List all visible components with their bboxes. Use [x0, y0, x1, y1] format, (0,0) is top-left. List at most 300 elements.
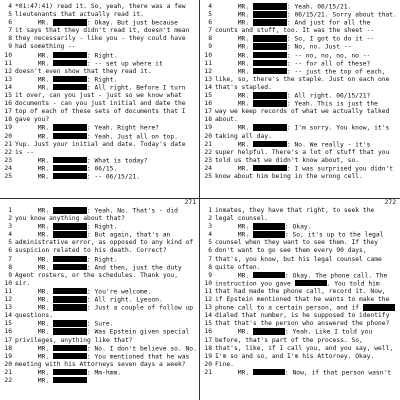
line-text	[215, 353, 399, 361]
line-number: 14	[204, 312, 212, 320]
line-text	[215, 231, 399, 239]
transcript-line	[0, 141, 199, 149]
line-text-pre: MR.	[215, 223, 253, 231]
line-text	[15, 84, 199, 92]
transcript-line	[0, 35, 199, 43]
line-text-post: : Yeah. This is just the	[286, 100, 378, 108]
line-text-pre: documents - can you just initial and date the	[15, 100, 186, 108]
line-text-post: : -- 06/15/21.	[86, 173, 140, 181]
line-text-post: : 06/15.	[86, 165, 118, 173]
line-text	[215, 272, 399, 280]
transcript-panel-top-left	[0, 0, 199, 198]
line-number: 14	[204, 83, 212, 91]
line-text-post: : Yeah. No. That's - did	[86, 207, 178, 215]
redaction-bar	[53, 124, 87, 131]
line-text	[15, 76, 199, 84]
line-text-pre: MR.	[215, 141, 253, 149]
line-text	[15, 345, 199, 353]
line-text	[215, 108, 399, 116]
line-text-pre: MR.	[215, 19, 253, 27]
line-number: 21	[204, 368, 212, 376]
line-text-post: : Yeah. Just all on top.	[86, 133, 178, 140]
line-text	[215, 76, 399, 84]
transcript-line	[0, 223, 199, 231]
line-number: 19	[4, 124, 12, 132]
transcript-line	[200, 173, 399, 181]
line-text	[215, 3, 399, 11]
line-text-pre: MR.	[215, 231, 253, 239]
transcript-line	[200, 35, 399, 43]
line-text-pre: MR.	[15, 76, 53, 84]
transcript-line	[200, 100, 399, 108]
line-text-post: : I was surprised you didn't	[286, 165, 394, 173]
line-text-pre: MR.	[215, 92, 253, 100]
line-text	[15, 312, 199, 320]
line-text	[215, 361, 399, 369]
line-text-post: : -- no, no, no, no --	[286, 52, 371, 60]
transcript-line	[200, 215, 399, 223]
line-text	[15, 165, 199, 173]
line-text-pre: MR.	[15, 304, 53, 312]
line-text-pre: had something --	[15, 43, 76, 51]
transcript-line	[0, 345, 199, 353]
line-number: 6	[208, 19, 212, 27]
line-number: 14	[4, 312, 12, 320]
line-number: 15	[204, 92, 212, 100]
line-number: 18	[4, 116, 12, 124]
line-text-pre: dialed that number, is he supposed to identify	[215, 312, 390, 320]
line-text-post: : Now, if that person wasn't	[284, 369, 392, 377]
line-number: 9	[8, 43, 12, 51]
line-number: 8	[8, 35, 12, 43]
line-text	[15, 231, 199, 239]
redaction-bar	[53, 60, 87, 67]
line-text	[15, 215, 199, 223]
line-text-post: : And just for all the	[286, 19, 371, 27]
line-number: 10	[204, 51, 212, 59]
line-number: 10	[4, 51, 12, 59]
line-number: 11	[204, 59, 212, 67]
line-text-pre: MR.	[215, 100, 253, 108]
redaction-bar	[53, 52, 87, 59]
line-text-post: : Yeah. Like I told you	[284, 328, 373, 336]
transcript-line	[200, 312, 399, 320]
line-text	[15, 207, 199, 215]
line-text	[15, 11, 199, 19]
line-text	[215, 60, 399, 68]
line-number: 8	[208, 263, 212, 271]
line-text-pre: is --	[15, 148, 34, 156]
line-text-post: : No. We really - it's	[286, 141, 371, 149]
redaction-bar	[253, 231, 285, 238]
line-number: 5	[8, 11, 12, 19]
line-text-post: : 06/15/21. Sorry about that.	[286, 11, 397, 19]
redaction-bar	[253, 328, 285, 335]
redaction-bar	[53, 173, 87, 180]
transcript-line	[0, 133, 199, 141]
line-number: 2	[8, 215, 12, 223]
line-text	[215, 27, 399, 35]
line-number: 17	[4, 108, 12, 116]
line-number: 10	[204, 279, 212, 287]
transcript-line	[200, 247, 399, 255]
line-text-post: : Right.	[86, 76, 118, 84]
line-text-pre: *01:47:41) read it. So, yeah, there was a few	[15, 3, 186, 10]
line-text-pre: counsel when they want to see them. If they	[215, 239, 379, 247]
transcript-line	[200, 304, 399, 312]
line-text-post: . You told him	[326, 280, 380, 288]
line-text	[215, 173, 399, 181]
line-text	[215, 337, 399, 345]
line-text-post: : Mm-hmm.	[86, 369, 122, 377]
line-text	[215, 328, 399, 336]
line-text-post: : Sure.	[86, 320, 114, 328]
transcript-line	[0, 280, 199, 288]
line-text-pre: MR.	[215, 68, 253, 76]
transcript-panel-top-right	[200, 0, 399, 198]
line-text-post: : Okay. The phone call. The	[284, 272, 388, 280]
line-text-post: : -- just the top of each,	[286, 68, 386, 76]
transcript-line	[0, 27, 199, 35]
line-text-pre: told us that we didn't know about, so.	[215, 156, 360, 164]
line-text-pre: before, that's part of the process. So,	[215, 336, 363, 344]
line-number: 25	[204, 172, 212, 180]
line-text-pre: legal counsel.	[215, 215, 269, 223]
transcript-line	[0, 328, 199, 336]
line-text-pre: I'm so and so, and I'm his Attorney. Okay.	[215, 352, 375, 360]
transcript-line	[0, 353, 199, 361]
line-text	[15, 280, 199, 288]
line-number: 12	[4, 296, 12, 304]
line-text-pre: that's, you know, but his legal counsel came	[215, 255, 382, 263]
transcript-line	[200, 361, 399, 369]
line-text	[15, 377, 199, 385]
line-text-pre: MR.	[15, 328, 53, 336]
line-text	[215, 304, 399, 312]
line-text	[15, 361, 199, 369]
transcript-line	[0, 3, 199, 11]
line-number: 25	[4, 172, 12, 180]
transcript-line	[0, 76, 199, 84]
line-text-post: : All right. 06/15/21?	[286, 92, 371, 100]
transcript-line	[200, 165, 399, 173]
line-text-pre: way we keep records of what we actually talked	[215, 108, 390, 116]
redaction-bar	[253, 19, 287, 26]
line-number: 20	[204, 132, 212, 140]
line-text	[215, 141, 399, 149]
line-text	[15, 272, 199, 280]
line-number: 9	[8, 271, 12, 279]
line-text-pre: Agent rosters, or the schedules. Thank you,	[15, 271, 179, 279]
transcript-line	[0, 116, 199, 124]
transcript-line	[200, 288, 399, 296]
line-text	[215, 157, 399, 165]
line-text-post: : So, I got to do it --	[286, 35, 375, 43]
transcript-line	[0, 60, 199, 68]
line-text	[15, 133, 199, 141]
redaction-bar	[253, 124, 287, 131]
line-text	[15, 320, 199, 328]
transcript-line	[0, 11, 199, 19]
line-text	[15, 288, 199, 296]
transcript-line	[200, 27, 399, 35]
redaction-bar	[253, 35, 287, 42]
transcript-line	[0, 320, 199, 328]
transcript-line	[200, 68, 399, 76]
line-text-pre: MR.	[15, 288, 53, 296]
redaction-bar	[53, 165, 87, 172]
line-text-pre: meeting with his Attorneys seven days a week?	[15, 360, 186, 368]
line-number: 1	[8, 207, 12, 214]
line-number: 6	[8, 247, 12, 255]
transcript-line	[0, 52, 199, 60]
transcript-line	[200, 11, 399, 19]
transcript-line	[200, 141, 399, 149]
redaction-bar	[53, 377, 87, 384]
line-text-pre: Fine.	[215, 360, 234, 368]
line-text-post: : No. I don't believe so. No.	[86, 345, 197, 353]
redaction-bar	[53, 76, 87, 83]
line-text	[215, 312, 399, 320]
line-text-pre: MR.	[215, 3, 253, 11]
line-text	[215, 92, 399, 100]
line-text-pre: you know anything about that?	[15, 215, 125, 223]
line-number: 20	[204, 360, 212, 368]
line-number: 14	[4, 83, 12, 91]
line-text-post: : What is today?	[86, 157, 148, 165]
line-number: 24	[204, 164, 212, 172]
line-text-pre: taking all day.	[215, 132, 272, 140]
line-text-pre: MR.	[15, 124, 53, 132]
line-text-pre: MR.	[15, 231, 53, 239]
line-text	[15, 92, 199, 100]
line-text-pre: that had made the phone call, record it. Now,	[215, 287, 386, 295]
transcript-line	[200, 280, 399, 288]
redaction-bar	[253, 3, 287, 10]
line-text-post: : You're welcome.	[86, 288, 152, 296]
line-text-post: : I'm sorry. You know, it's	[286, 124, 390, 132]
redaction-bar	[253, 68, 287, 75]
line-text	[15, 247, 199, 255]
line-text-pre: MR.	[15, 377, 53, 385]
line-text	[215, 239, 399, 247]
line-text-post: : Okay. But just because	[86, 19, 178, 27]
transcript-line	[200, 60, 399, 68]
line-number: 5	[8, 239, 12, 247]
page-number: 271	[184, 199, 196, 206]
transcript-line	[200, 239, 399, 247]
line-text	[215, 124, 399, 132]
line-text-pre: MR.	[15, 133, 53, 140]
line-number: 24	[4, 164, 12, 172]
line-text-post: : But again, that's an	[86, 231, 171, 239]
redaction-bar	[253, 11, 287, 18]
line-text-pre: if Epstein mentioned that he wants to make the	[215, 296, 390, 304]
line-text	[215, 296, 399, 304]
redaction-bar	[53, 231, 87, 238]
line-number: 13	[204, 75, 212, 83]
redaction-bar	[53, 19, 87, 26]
line-text	[15, 157, 199, 165]
redaction-bar	[53, 296, 87, 303]
line-text	[15, 108, 199, 116]
line-text	[15, 19, 199, 27]
line-number: 9	[208, 43, 212, 51]
line-text-pre: like, so, there's the staple. Just on each one	[215, 75, 390, 83]
transcript-line	[0, 108, 199, 116]
line-text-pre: that that's the person who answered the phone?	[215, 320, 390, 328]
line-text	[215, 133, 399, 141]
line-text	[15, 304, 199, 312]
line-text	[15, 223, 199, 231]
redaction-bar	[253, 52, 287, 59]
transcript-line	[0, 304, 199, 312]
line-number: 6	[8, 19, 12, 27]
line-number: 17	[4, 336, 12, 344]
line-text	[215, 19, 399, 27]
line-text-post: : Right.	[86, 52, 118, 60]
line-text	[15, 60, 199, 68]
line-number: 12	[4, 67, 12, 75]
line-text-pre: know about him being in the wrong cell.	[215, 172, 363, 180]
redaction-bar	[53, 353, 87, 360]
line-number: 16	[4, 328, 12, 336]
redaction-bar	[53, 223, 87, 230]
line-text-post: : -- set up where it	[86, 60, 163, 68]
transcript-line	[200, 76, 399, 84]
line-number: 7	[8, 27, 12, 35]
line-number: 1	[208, 207, 212, 214]
redaction-bar	[253, 43, 287, 50]
transcript-line	[0, 377, 199, 385]
line-text	[15, 100, 199, 108]
line-number: 19	[204, 352, 212, 360]
transcript-line	[200, 157, 399, 165]
line-text	[215, 320, 399, 328]
redaction-bar	[253, 165, 287, 172]
transcript-line	[200, 369, 399, 377]
transcript-line	[200, 124, 399, 132]
line-text-pre: about.	[215, 116, 238, 124]
line-text-pre: don't want to go see them every 90 days,	[215, 247, 367, 255]
line-number: 15	[4, 320, 12, 328]
redaction-bar	[53, 345, 87, 352]
line-text	[15, 124, 199, 132]
line-text-pre: MR.	[15, 296, 53, 304]
line-text-pre: instruction you gave	[215, 280, 295, 288]
line-text	[15, 35, 199, 43]
panel-divider-vertical	[199, 0, 200, 400]
line-text	[15, 68, 199, 76]
transcript-line	[0, 296, 199, 304]
line-text	[215, 256, 399, 264]
transcript-line	[200, 133, 399, 141]
transcript-line	[0, 124, 199, 132]
line-number: 4	[8, 3, 12, 10]
line-text-pre: Yup. Just your initial and date. Today's date	[15, 140, 186, 148]
panel-divider-horizontal	[0, 198, 400, 199]
redaction-bar	[53, 207, 87, 214]
line-text	[15, 52, 199, 60]
line-text-post: : -- for all of these?	[286, 60, 371, 68]
redaction-bar	[253, 60, 287, 67]
line-text-post: : All right. Before I turn	[86, 84, 186, 92]
line-text-post: : Right.	[86, 256, 118, 264]
line-text-pre: lieutenants that actually read it.	[15, 11, 144, 19]
line-number: 2	[208, 215, 212, 223]
line-text-pre: MR.	[215, 60, 253, 68]
transcript-line	[200, 3, 399, 11]
line-number: 10	[4, 279, 12, 287]
line-text	[215, 149, 399, 157]
line-text	[215, 43, 399, 51]
line-text-post: : Was Epstein given special	[86, 328, 190, 336]
line-number: 17	[204, 108, 212, 116]
line-number: 3	[208, 223, 212, 231]
line-text	[215, 207, 399, 215]
transcript-line	[0, 272, 199, 280]
line-number: 4	[208, 3, 212, 10]
line-text	[215, 280, 399, 288]
redaction-bar	[53, 288, 87, 295]
line-text	[215, 345, 399, 353]
line-text-pre: MR.	[215, 11, 253, 19]
line-number: 11	[4, 287, 12, 295]
transcript-panel-bottom-left	[0, 199, 199, 400]
transcript-line	[200, 272, 399, 280]
line-text	[215, 68, 399, 76]
line-text-pre: MR.	[215, 43, 253, 51]
line-text-pre: questions.	[15, 312, 53, 320]
line-text	[15, 239, 199, 247]
line-number: 19	[204, 124, 212, 132]
line-text	[215, 11, 399, 19]
line-text-pre: MR.	[15, 353, 53, 361]
transcript-line	[200, 345, 399, 353]
line-text	[15, 149, 199, 157]
line-text-pre: phone call to a certain person, and if	[215, 304, 363, 312]
line-text	[215, 84, 399, 92]
line-text	[215, 165, 399, 173]
line-text-pre: MR.	[215, 328, 253, 336]
line-text-pre: that's stapled.	[215, 83, 272, 91]
transcript-line	[200, 149, 399, 157]
line-text-pre: MR.	[15, 345, 53, 353]
line-text-pre: sir.	[15, 279, 31, 287]
line-text	[15, 264, 199, 272]
line-text-post: : Just a couple of follow up	[86, 304, 194, 312]
line-text-pre: MR.	[15, 223, 53, 231]
line-text-pre: suspicion related to his death. Correct?	[15, 247, 167, 255]
redaction-bar	[253, 92, 287, 99]
line-number: 15	[4, 92, 12, 100]
redaction-bar	[253, 223, 285, 230]
transcript-line	[0, 84, 199, 92]
line-text-pre: MR.	[15, 19, 53, 27]
line-text	[15, 27, 199, 35]
line-number: 17	[204, 336, 212, 344]
transcript-line	[0, 312, 199, 320]
transcript-line	[0, 337, 199, 345]
line-number: 22	[4, 376, 12, 384]
redaction-bar	[53, 320, 87, 327]
transcript-line	[0, 256, 199, 264]
line-text-pre: quite often.	[215, 263, 261, 271]
line-text-post: : All right. Lyeson.	[86, 296, 163, 304]
transcript-line	[200, 256, 399, 264]
transcript-line	[0, 369, 199, 377]
transcript-line	[0, 92, 199, 100]
